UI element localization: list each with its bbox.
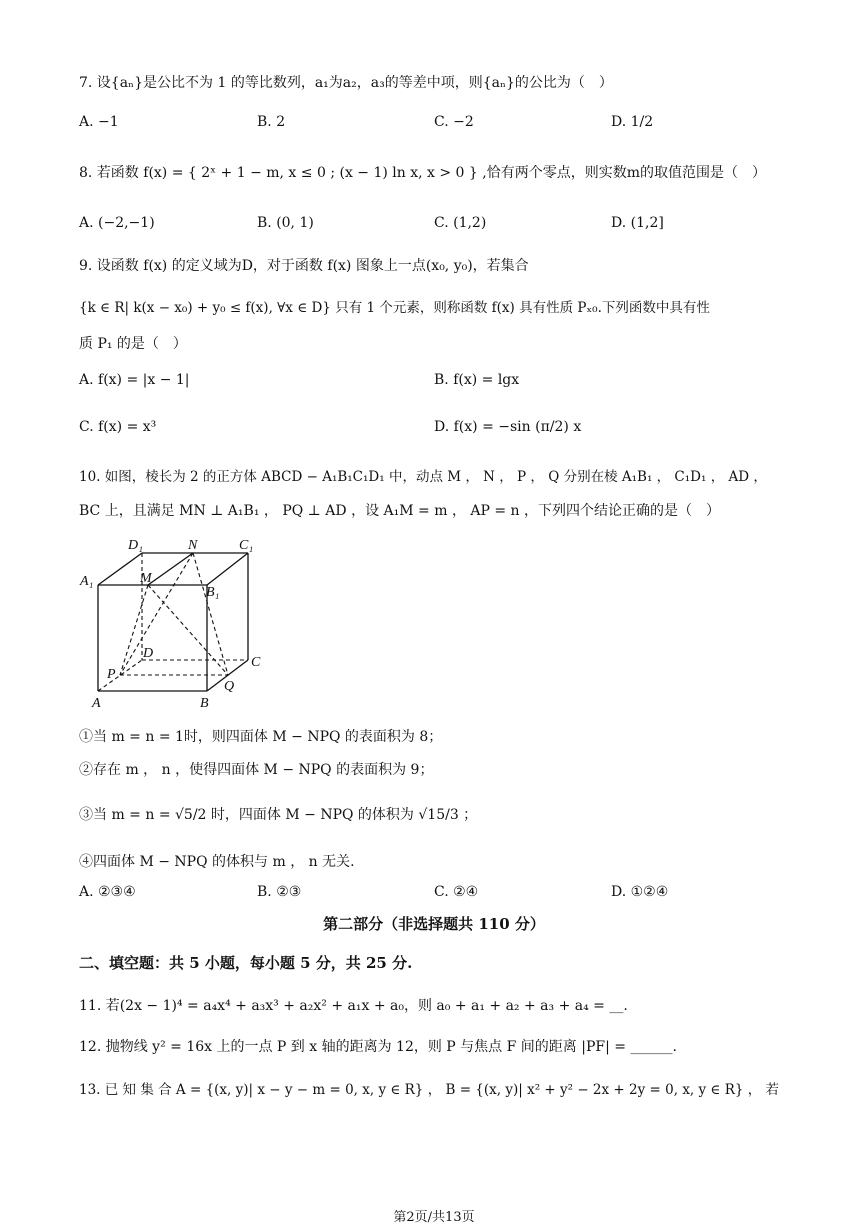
segment-np (120, 553, 193, 675)
q8-option-c: C. (1,2) (434, 215, 487, 231)
part2-title: 第二部分（非选择题共 110 分） (323, 915, 545, 933)
q12: 12. 抛物线 y² = 16x 上的一点 P 到 x 轴的距离为 12，则 P 与焦点 F 间的距离 |PF| = ______. (79, 1039, 677, 1055)
cube-figure (78, 532, 278, 712)
q7-option-b: B. 2 (257, 114, 286, 130)
q10-statement-1: ①当 m = n = 1时，则四面体 M − NPQ 的表面积为 8； (79, 729, 443, 745)
edge-a1d1 (98, 553, 142, 585)
label-p: P (107, 667, 116, 682)
q7-stem: 7. 设{aₙ}是公比不为 1 的等比数列，a₁为a₂，a₃的等差中项，则{aₙ}的公比为（ ） (79, 75, 613, 91)
q10-statement-4: ④四面体 M − NPQ 的体积与 m ， n 无关. (79, 854, 355, 870)
page-footer: 第2页/共13页 (393, 1210, 475, 1225)
q10-line2: BC 上，且满足 MN ⊥ A₁B₁ ， PQ ⊥ AD ，设 A₁M = m ， AP = n ，下列四个结论正确的是（ ） (79, 503, 721, 519)
q10-option-a: A. ②③④ (79, 884, 136, 900)
label-c1: C₁ (239, 538, 254, 553)
q9-option-d: D. f(x) = −sin (π/2) x (434, 419, 582, 435)
q9-option-b: B. f(x) = lgx (434, 372, 520, 388)
section2-title: 二、填空题：共 5 小题，每小题 5 分，共 25 分. (79, 954, 413, 972)
label-n: N (188, 538, 198, 553)
q9-option-c: C. f(x) = x³ (79, 419, 157, 435)
q8-option-a: A. (−2,−1) (79, 215, 155, 231)
q10-statement-3: ③当 m = n = √5/2 时，四面体 M − NPQ 的体积为 √15/3 ； (79, 807, 478, 823)
q7-option-d: D. 1/2 (611, 114, 654, 130)
edge-b1c1 (207, 553, 248, 585)
label-b: B (200, 696, 209, 711)
q10-option-b: B. ②③ (257, 884, 302, 900)
q7-option-a: A. −1 (79, 114, 119, 130)
q7-option-c: C. −2 (434, 114, 474, 130)
q8-stem: 8. 若函数 f(x) = { 2ˣ + 1 − m, x ≤ 0 ; (x − 1) ln x, x > 0 } ,恰有两个零点，则实数m的取值范围是（ ） (79, 165, 766, 181)
q8-option-b: B. (0, 1) (257, 215, 314, 231)
q10-option-c: C. ②④ (434, 884, 479, 900)
label-d1: D₁ (128, 538, 143, 553)
q8-option-d: D. (1,2] (611, 215, 664, 231)
label-q: Q (224, 679, 235, 694)
label-a: A (92, 696, 101, 711)
label-b1: B₁ (206, 585, 220, 600)
label-m: M (140, 571, 152, 586)
q9-line3: 质 P₁ 的是（ ） (79, 336, 187, 352)
label-a1: A₁ (80, 574, 94, 589)
q9-option-a: A. f(x) = |x − 1| (79, 372, 190, 388)
q10-option-d: D. ①②④ (611, 884, 669, 900)
segment-mn (148, 553, 193, 585)
q10-statement-2: ②存在 m ， n ，使得四面体 M − NPQ 的表面积为 9； (79, 762, 434, 778)
q13: 13. 已 知 集 合 A = {(x, y)| x − y − m = 0, x, y ∈ R} ， B = {(x, y)| x² + y² − 2x + 2y = 0, x, y ∈ R} ， 若 (79, 1082, 780, 1098)
segment-nq (193, 553, 228, 675)
q11: 11. 若(2x − 1)⁴ = a₄x⁴ + a₃x³ + a₂x² + a₁x + a₀，则 a₀ + a₁ + a₂ + a₃ + a₄ = __. (79, 998, 628, 1014)
cube-diagram (78, 532, 278, 712)
label-c: C (251, 655, 261, 670)
q9-line1: 9. 设函数 f(x) 的定义域为D，对于函数 f(x) 图象上一点(x₀, y₀)，若集合 (79, 258, 529, 274)
q10-line1: 10. 如图，棱长为 2 的正方体 ABCD − A₁B₁C₁D₁ 中，动点 M ， N ， P ， Q 分别在棱 A₁B₁ ， C₁D₁ ， AD ， (79, 469, 767, 485)
q9-line2: {k ∈ R| k(x − x₀) + y₀ ≤ f(x), ∀x ∈ D} 只有 1 个元素，则称函数 f(x) 具有性质 Pₓ₀.下列函数中具有性 (79, 300, 710, 316)
label-d: D (143, 646, 154, 661)
segment-mp (120, 585, 148, 675)
